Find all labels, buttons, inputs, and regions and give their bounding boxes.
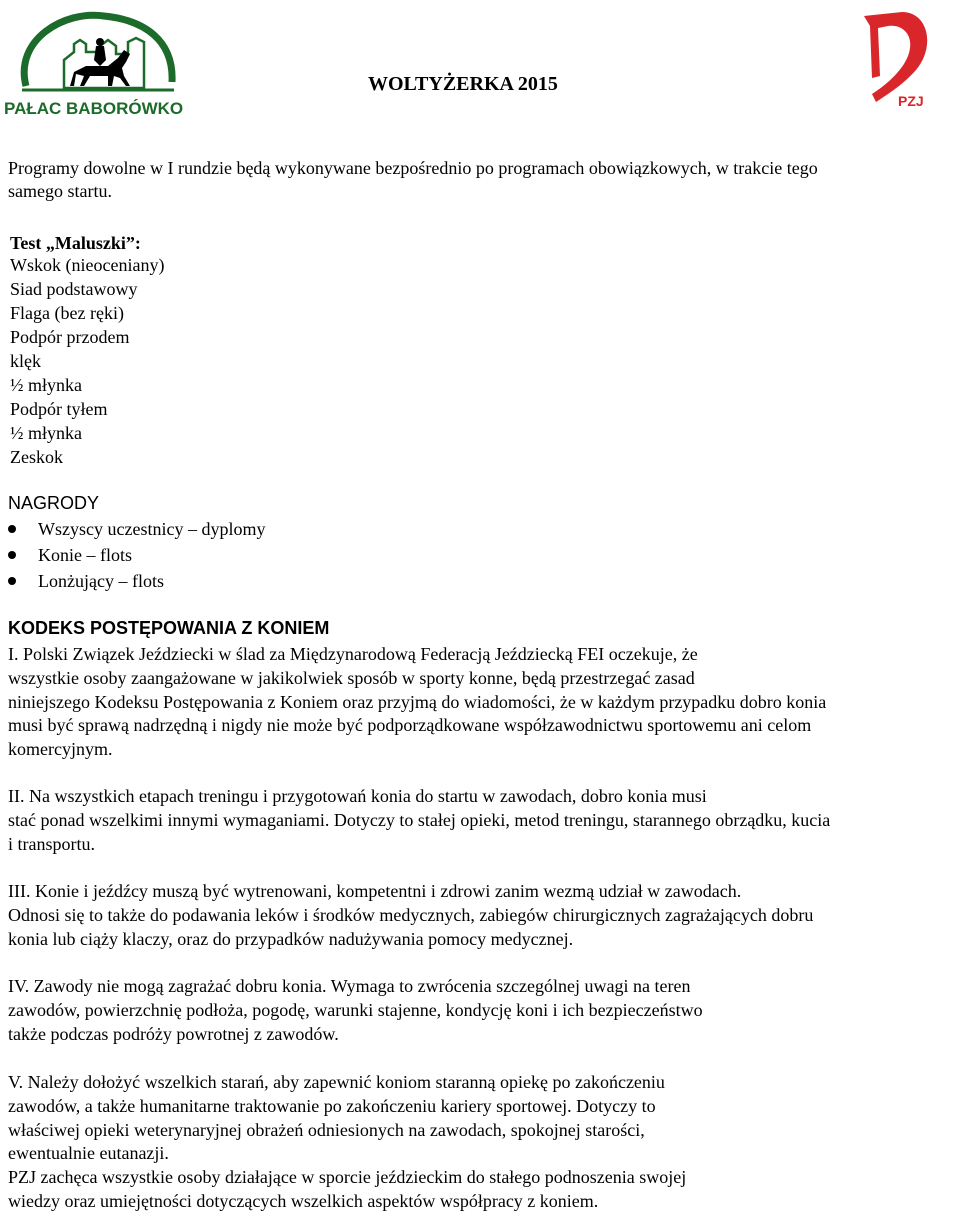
kodeks-section-1 [8,643,826,762]
logo-right-text: PZJ [898,93,924,109]
paragraph-line: i transportu. [8,833,95,854]
paragraph-line: także podczas podróży powrotnej z zawodów. [8,1023,339,1044]
list-item: Zeskok [10,447,63,467]
nagrody-heading: NAGRODY [8,493,100,513]
paragraph-line: właściwej opieki weterynaryjnej obrażeń odniesionych na zawodach, spokojnej starości, [8,1119,645,1140]
paragraph-line: zawodów, a także humanitarne traktowanie po zakończeniu kariery sportowej. Dotyczy to [8,1095,656,1116]
paragraph-line: niniejszego Kodeksu Postępowania z Koniem oraz przyjmą do wiadomości, że w każdym przypadku dobro konia [8,691,827,712]
paragraph-line: IV. Zawody nie mogą zagrażać dobru konia. Wymaga to zwrócenia szczególnej uwagi na teren [8,976,691,996]
pzj-logo [858,6,938,110]
bullet-icon [8,525,16,533]
test-heading: Test „Maluszki”: [10,233,141,253]
list-item: Podpór przodem [10,327,130,347]
paragraph-line: komercyjnym. [8,739,113,760]
list-item: Podpór tyłem [10,399,108,419]
paragraph-line: wszystkie osoby zaangażowane w jakikolwiek sposób w sporty konne, będą przestrzegać zasad [8,667,695,688]
kodeks-section-3 [8,880,813,951]
list-item: Lonżujący – flots [8,568,265,594]
intro-line-2: samego startu. [8,181,112,201]
paragraph-line: I. Polski Związek Jeździecki w ślad za Międzynarodową Federacją Jeździecką FEI oczekuje, że [8,644,698,664]
list-item: ½ młynka [10,375,82,395]
list-item: Wszyscy uczestnicy – dyplomy [8,516,265,542]
kodeks-section-2 [8,785,830,856]
paragraph-line: wiedzy oraz umiejętności dotyczących wszelkich aspektów współpracy z koniem. [8,1190,599,1211]
document-title: WOLTYŻERKA 2015 [368,73,558,95]
list-item: Flaga (bez ręki) [10,303,124,323]
list-item: klęk [10,351,41,371]
paragraph-line: musi być sprawą nadrzędną i nigdy nie może być podporządkowane współzawodnictwu sportowemu ani celom [8,715,812,736]
paragraph-line: ewentualnie eutanazji. [8,1143,169,1164]
kodeks-section-5 [8,1071,686,1214]
paragraph-line: III. Konie i jeźdźcy muszą być wytrenowani, kompetentni i zdrowi zanim wezmą udział w zawodach. [8,881,742,901]
list-item: Konie – flots [8,542,265,568]
horse-rider-emblem-icon [4,10,192,120]
bullet-icon [8,577,16,585]
palac-baborowko-logo [4,10,192,120]
bullet-icon [8,551,16,559]
list-item: Siad podstawowy [10,279,138,299]
paragraph-line: stać ponad wszelkimi innymi wymaganiami. Dotyczy to stałej opieki, metod treningu, starannego obrządku, kucia [8,809,831,830]
paragraph-line: konia lub ciąży klaczy, oraz do przypadków nadużywania pomocy medycznej. [8,928,574,949]
paragraph-line: II. Na wszystkich etapach treningu i przygotowań konia do startu w zawodach, dobro konia musi [8,786,707,806]
logo-left-text: PAŁAC BABORÓWKO [4,99,184,118]
paragraph-line: zawodów, powierzchnię podłoża, pogodę, warunki stajenne, kondycję koni i ich bezpieczeństwo [8,999,703,1020]
intro-line-1: Programy dowolne w I rundzie będą wykonywane bezpośrednio po programach obowiązkowych, w trakcie tego [8,158,818,178]
list-item: ½ młynka [10,423,82,443]
list-item: Wskok (nieoceniany) [10,255,165,275]
paragraph-line: V. Należy dołożyć wszelkich starań, aby zapewnić koniom staranną opiekę po zakończeniu [8,1072,665,1092]
kodeks-heading: KODEKS POSTĘPOWANIA Z KONIEM [8,618,330,638]
kodeks-section-4 [8,975,703,1046]
paragraph-line: PZJ zachęca wszystkie osoby działające w sporcie jeździeckim do stałego podnoszenia swojej [8,1167,687,1188]
nagrody-list [8,516,265,594]
pzj-emblem-icon [858,6,938,110]
test-items-list [10,253,164,469]
paragraph-line: Odnosi się to także do podawania leków i środków medycznych, zabiegów chirurgicznych zagrażających dobru [8,904,814,925]
